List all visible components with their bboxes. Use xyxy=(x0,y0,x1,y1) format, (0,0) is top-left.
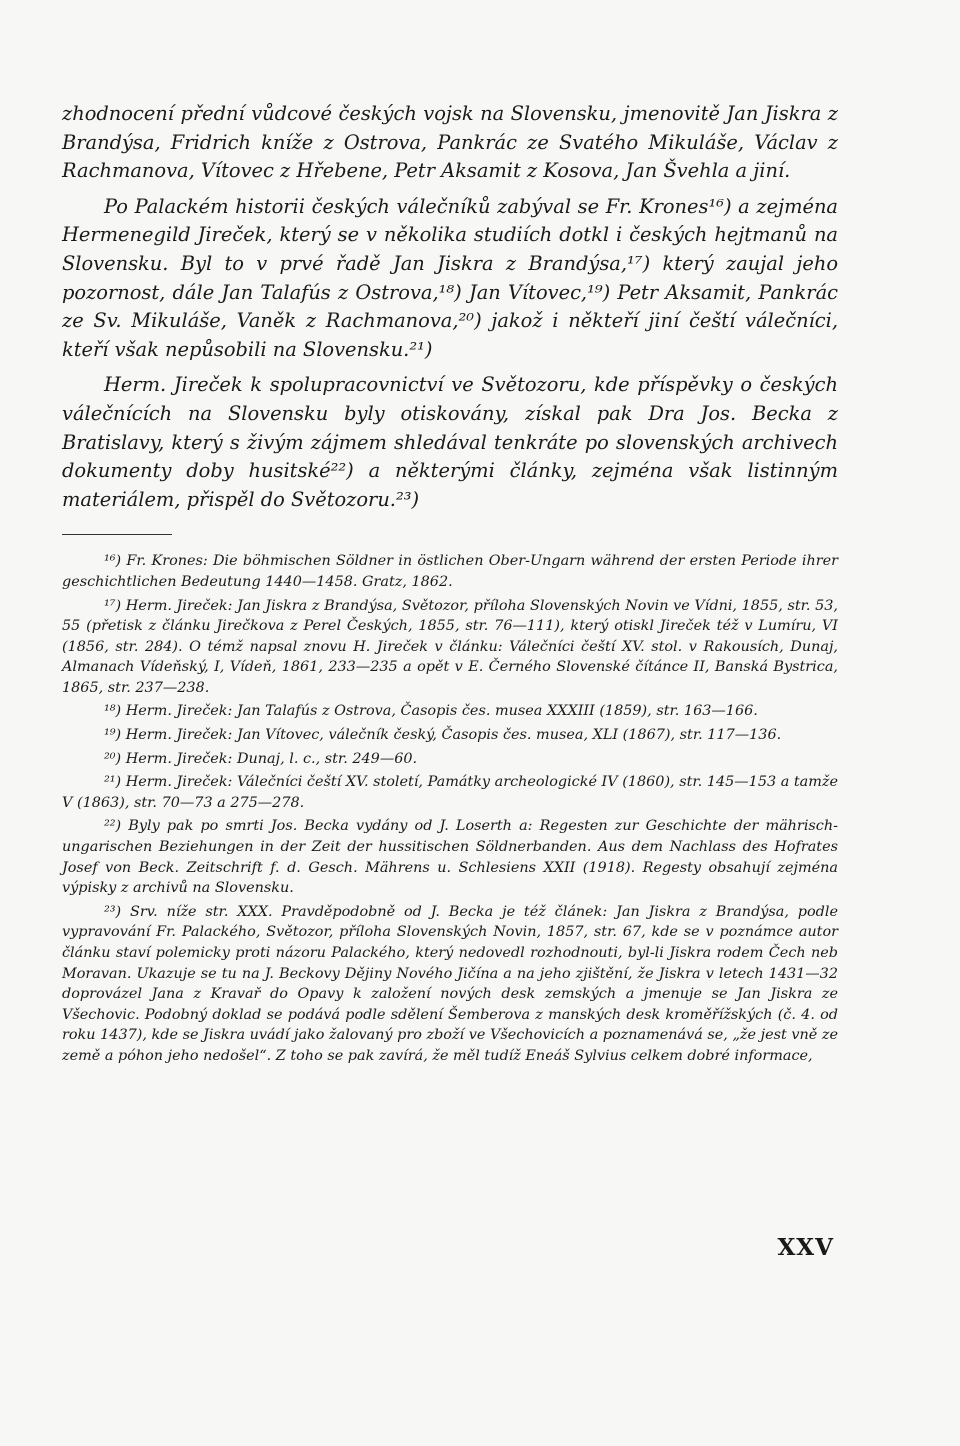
footnote-17: ¹⁷) Herm. Jireček: Jan Jiskra z Brandýsa, Světozor, příloha Slovenských Novin ve Vídni, 1855, str. 53, 55 (přetisk z článku Jirečkova z Perel Českých, 1855, str. 76—111), který otiskl Jireček též v Lumíru, VI (1856, str. 284). O témž napsal znovu H. Jireček v článku: Válečníci čeští XV. stol. v Rakousích, Dunaj, Almanach Vídeňský, I, Vídeň, 1861, 233—235 a opět v E. Černého Slovenské čítánce II, Banská Bystrica, 1865, str. 237—238. xyxy=(62,597,838,696)
paragraph-3: Herm. Jireček k spolupracovnictví ve Světozoru, kde příspěvky o českých válečnících na Slovensku byly otiskovány, získal pak Dra Jos. Becka z Bratislavy, který s živým zájmem shledával tenkráte po slovenských archivech dokumenty doby husitské²²) a některými články, zejména však listinným materiálem, přispěl do Světozoru.²³) xyxy=(62,373,838,511)
footnote-18: ¹⁸) Herm. Jireček: Jan Talafús z Ostrova, Časopis čes. musea XXXIII (1859), str. 163—166. xyxy=(104,703,758,720)
paragraph-2: Po Palackém historii českých válečníků zabýval se Fr. Krones¹⁶) a zejména Hermenegild Jireček, který se v několika studiích dotkl i českých hejtmanů na Slovensku. Byl to v prvé řadě Jan Jiskra z Brandýsa,¹⁷) který zaujal jeho pozornost, dále Jan Talafús z Ostrova,¹⁸) Jan Vítovec,¹⁹) Petr Aksamit, Pankrác ze Sv. Mikuláše, Vaněk z Rachmanova,²⁰) jakož i někteří jiní čeští válečníci, kteří však nepůsobili na Slovensku.²¹) xyxy=(62,194,838,361)
footnote-separator xyxy=(62,534,172,535)
page-content xyxy=(62,100,838,1070)
page-number: XXV xyxy=(777,1234,834,1261)
footnotes xyxy=(62,551,838,1066)
footnote-21: ²¹) Herm. Jireček: Válečníci čeští XV. století, Památky archeologické IV (1860), str. 145—153 a tamže V (1863), str. 70—73 a 275—278. xyxy=(62,774,838,811)
paragraph-1: zhodnocení přední vůdcové českých vojsk na Slovensku, jmenovitě Jan Jiskra z Brandýsa, Fridrich kníže z Ostrova, Pankrác ze Svatého Mikuláše, Václav z Rachmanova, Vítovec z Hřebene, Petr Aksamit z Kosova, Jan Švehla a jiní. xyxy=(62,102,838,183)
footnote-20: ²⁰) Herm. Jireček: Dunaj, l. c., str. 249—60. xyxy=(104,750,418,767)
footnote-22: ²²) Byly pak po smrti Jos. Becka vydány od J. Loserth a: Regesten zur Geschichte der mährisch-ungarischen Beziehungen in der Zeit der hussitischen Söldnerbanden. Aus dem Nachlass des Hofrates Josef von Beck. Zeitschrift f. d. Gesch. Mährens u. Schlesiens XXII (1918). Regesty obsahují zejména výpisky z archivů na Slovensku. xyxy=(62,818,838,897)
footnote-19: ¹⁹) Herm. Jireček: Jan Vítovec, válečník český, Časopis čes. musea, XLI (1867), str. 117—136. xyxy=(104,727,782,744)
footnote-16: ¹⁶) Fr. Krones: Die böhmischen Söldner in östlichen Ober-Ungarn während der ersten Periode ihrer geschichtlichen Bedeutung 1440—1458. Gratz, 1862. xyxy=(62,553,838,590)
footnote-23: ²³) Srv. níže str. XXX. Pravděpodobně od J. Becka je též článek: Jan Jiskra z Brandýsa, podle vypravování Fr. Palackého, Světozor, příloha Slovenských Novin, 1857, str. 67, kde se v poznámce autor článku staví polemicky proti názoru Palackého, který nedovedl rozhodnouti, byl-li Jiskra rodem Čech neb Moravan. Ukazuje se tu na J. Beckovy Dějiny Nového Jičína a na jeho zjištění, že Jiskra v letech 1431—32 doprovázel Jana z Kravař do Opavy k založení nových desk zemských a jmenuje se Jan Jiskra ze Všechovic. Podobný doklad se podává podle sdělení Šemberova z manských desk kroměřížských (č. 4. od roku 1437), kde se Jiskra uvádí jako žalovaný pro zboží ve Všechovicích a poznamenává se, „že jest vně ze země a póhon jeho nedošel“. Z toho se pak zavírá, že měl tudíž Eneáš Sylvius celkem dobré informace, xyxy=(62,903,838,1064)
main-text xyxy=(62,100,838,514)
